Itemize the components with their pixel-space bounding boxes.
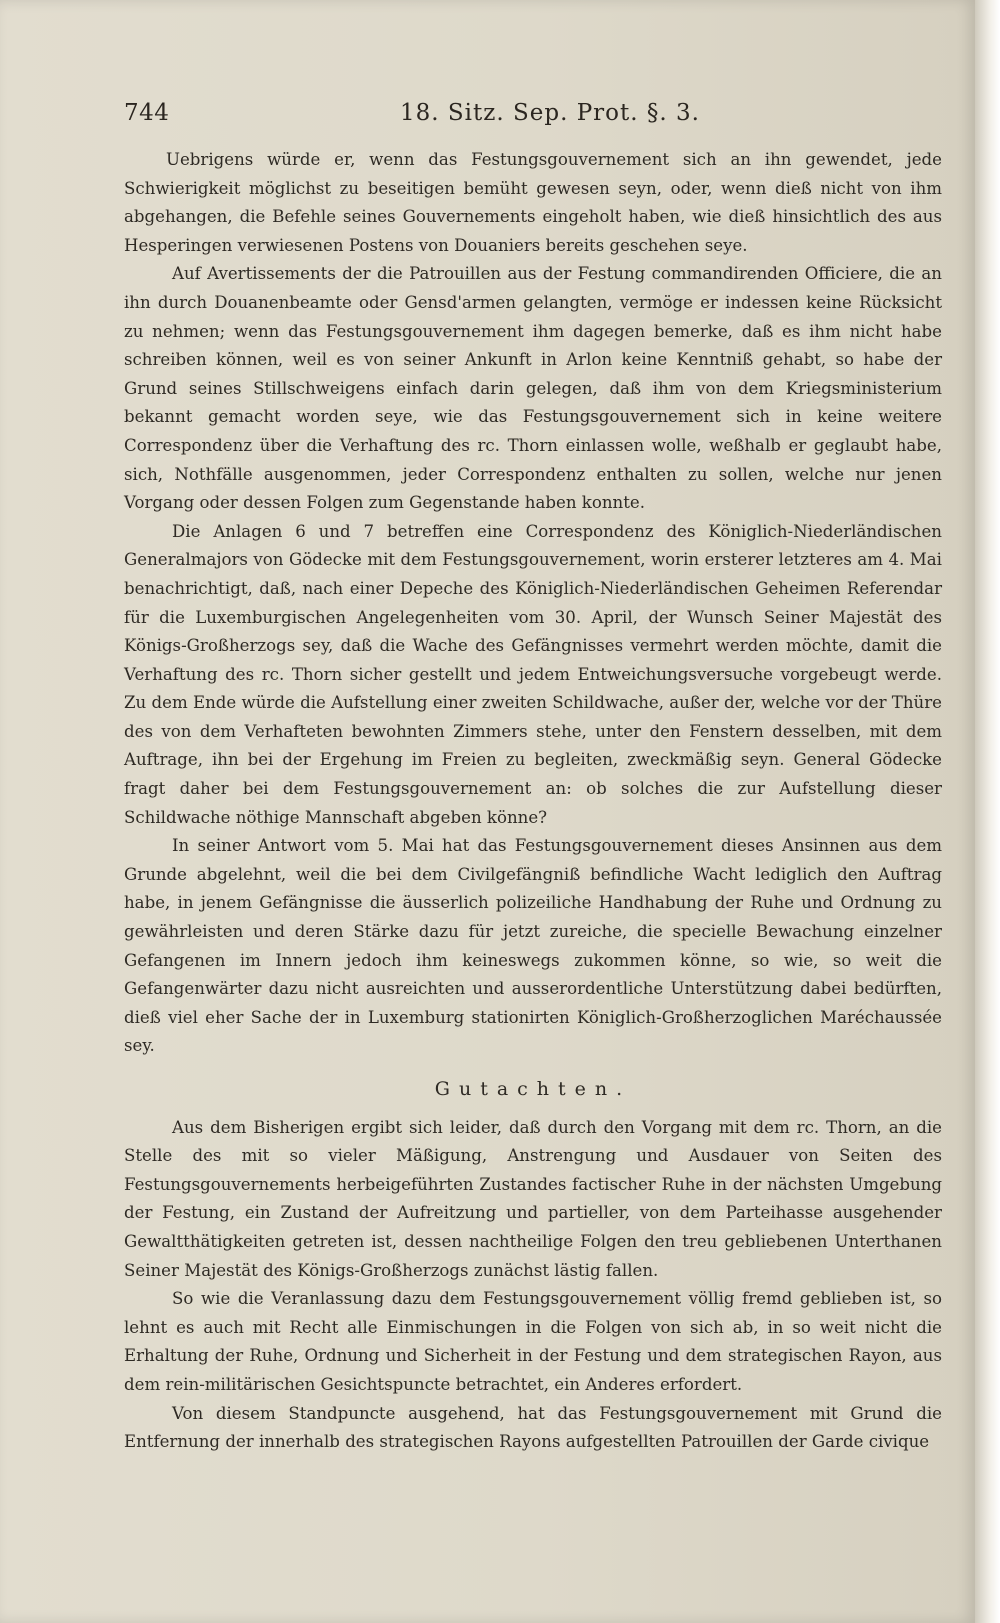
- opinion-paragraph: Von diesem Standpuncte ausgehend, hat das Festungsgouvernement mit Grund die Entfernung der innerhalb des strategischen Rayons aufgestellten Patrouillen der Garde civique: [124, 1403, 942, 1452]
- paragraph: Uebrigens würde er, wenn das Festungsgouvernement sich an ihn gewendet, jede Schwierigkeit möglichst zu beseitigen bemüht gewesen seyn, oder, wenn dieß nicht von ihm abgehangen, die Befehle seines Gouvernements eingeholt haben, wie dieß hinsichtlich des aus Hesperingen verwiesenen Postens von Douaniers bereits geschehen seye.: [124, 150, 942, 255]
- opinion-paragraph: So wie die Veranlassung dazu dem Festungsgouvernement völlig fremd geblieben ist, so lehnt es auch mit Recht alle Einmischungen in die Folgen von sich ab, in so weit nicht die Erhaltung der Ruhe, Ordnung und Sicherheit in der Festung und dem strategischen Rayon, aus dem rein-militärischen Gesichtspuncte betrachtet, ein Anderes erfordert.: [124, 1289, 942, 1394]
- paragraph: In seiner Antwort vom 5. Mai hat das Festungsgouvernement dieses Ansinnen aus dem Grunde abgelehnt, weil die bei dem Civilgefängniß befindliche Wacht lediglich den Auftrag habe, in jenem Gefängnisse die äusserlich polizeiliche Handhabung der Ruhe und Ordnung zu gewährleisten und deren Stärke dazu für jetzt zureiche, die specielle Bewachung einzelner Gefangenen im Innern jedoch ihm keineswegs zukommen könne, so wie, so weit die Gefangenwärter dazu nicht ausreichten und ausserordentliche Unterstützung dabei bedürften, dieß viel eher Sache der in Luxemburg stationirten Königlich-Großherzoglichen Maréchaussée sey.: [124, 836, 942, 1056]
- body-text: [124, 146, 942, 1457]
- running-title: 18. Sitz. Sep. Prot. §. 3.: [400, 100, 700, 126]
- page-number: 744: [124, 100, 170, 126]
- paragraph: Die Anlagen 6 und 7 betreffen eine Correspondenz des Königlich-Niederländischen Generalmajors von Gödecke mit dem Festungsgouvernement, worin ersterer letzteres am 4. Mai benachrichtigt, daß, nach einer Depeche des Königlich-Niederländischen Geheimen Referendar für die Luxemburgischen Angelegenheiten vom 30. April, der Wunsch Seiner Majestät des Königs-Großherzogs sey, daß die Wache des Gefängnisses vermehrt werden möchte, damit die Verhaftung des rc. Thorn sicher gestellt und jedem Entweichungsversuche vorgebeugt werde. Zu dem Ende würde die Aufstellung einer zweiten Schildwache, außer der, welche vor der Thüre des von dem Verhafteten bewohnten Zimmers stehe, unter den Fenstern desselben, mit dem Auftrage, ihn bei der Ergehung im Freien zu begleiten, zweckmäßig seyn. General Gödecke fragt daher bei dem Festungsgouvernement an: ob solches die zur Aufstellung dieser Schildwache nöthige Mannschaft abgeben könne?: [124, 521, 942, 827]
- section-heading: Gutachten.: [434, 1078, 632, 1100]
- page-header: [124, 100, 944, 140]
- opinion-paragraph: Aus dem Bisherigen ergibt sich leider, daß durch den Vorgang mit dem rc. Thorn, an die Stelle des mit so vieler Mäßigung, Anstrengung und Ausdauer von Seiten des Festungsgouvernements herbeigeführten Zustandes factischer Ruhe in der nächsten Umgebung der Festung, ein Zustand der Aufreitzung und partieller, von dem Parteihasse ausgehender Gewaltthätigkeiten getreten ist, dessen nachtheilige Folgen den treu gebliebenen Unterthanen Seiner Majestät des Königs-Großherzogs zunächst lästig fallen.: [124, 1117, 942, 1280]
- paragraph: Auf Avertissements der die Patrouillen aus der Festung commandirenden Officiere, die an ihn durch Douanenbeamte oder Gensd'armen gelangten, vermöge er indessen keine Rücksicht zu nehmen; wenn das Festungsgouvernement ihm dagegen bemerke, daß es ihm nicht habe schreiben können, weil es von seiner Ankunft in Arlon keine Kenntniß gehabt, so habe der Grund seines Stillschweigens einfach darin gelegen, daß ihm von dem Kriegsministerium bekannt gemacht worden seye, wie das Festungsgouvernement sich in keine weitere Correspondenz über die Verhaftung des rc. Thorn einlassen wolle, weßhalb er geglaubt habe, sich, Nothfälle ausgenommen, jeder Correspondenz enthalten zu sollen, welche nur jenen Vorgang oder dessen Folgen zum Gegenstande haben konnte.: [124, 264, 942, 513]
- page-edge: [975, 0, 1000, 1623]
